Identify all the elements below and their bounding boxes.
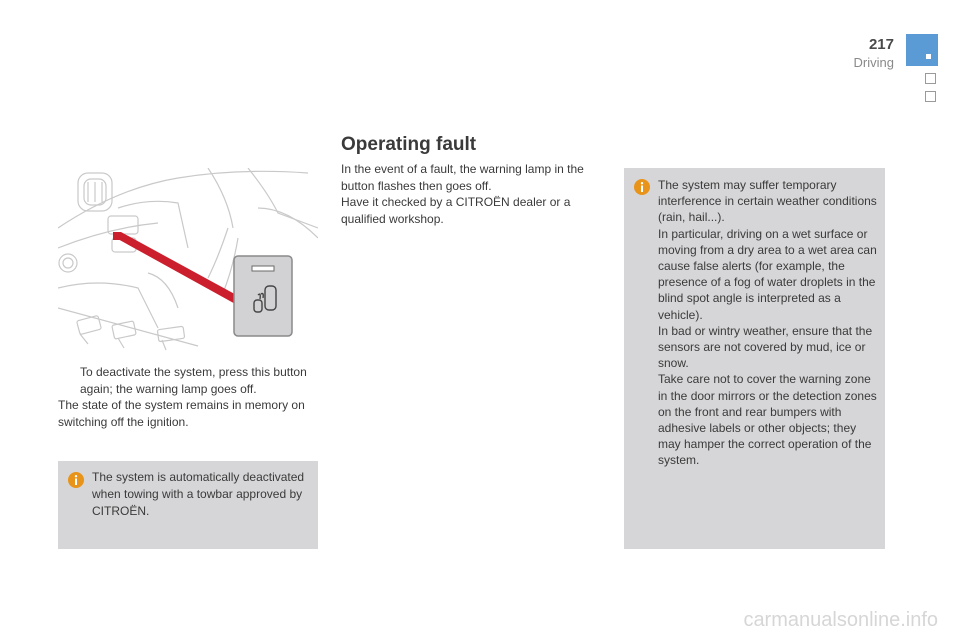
- dashboard-drawing: [58, 168, 318, 352]
- bullet-icon: [58, 364, 80, 397]
- info-icon: [634, 179, 650, 195]
- fault-text: [341, 161, 597, 227]
- weather-info-text: [658, 177, 877, 469]
- section-tab-active[interactable]: [906, 34, 938, 66]
- instruction-text: To deactivate the system, press this button again; the warning lamp goes off.: [80, 365, 307, 396]
- info-paragraph-3: In bad or wintry weather, ensure that the sensors are not covered by mud, ice or snow.: [658, 323, 873, 371]
- section-heading: Operating fault: [341, 134, 477, 155]
- towbar-info-box: [58, 461, 318, 549]
- info-paragraph-1: The system may suffer temporary interference in certain weather conditions (rain, hail...).: [658, 178, 877, 225]
- dashboard-illustration: [58, 168, 318, 352]
- info-paragraph-2: In particular, driving on a wet surface or moving from a dry area to a wet area can cause false alerts (for example, the presence of a fog of water droplets in the blind spot angle is interpreted as a vehicle).: [658, 226, 877, 322]
- tab-marker: [926, 54, 931, 59]
- section-name: Driving: [853, 55, 894, 70]
- page-number: 217: [868, 36, 894, 53]
- towbar-info-text: The system is automatically deactivated when towing with a towbar approved by CITROËN.: [92, 470, 305, 518]
- fault-paragraph-1: In the event of a fault, the warning lamp in the button flashes then goes off.: [341, 162, 584, 193]
- instruction-bullet: [58, 364, 320, 397]
- weather-info-box: [624, 168, 885, 549]
- left-text: [58, 364, 320, 430]
- section-tab-empty-2[interactable]: [925, 91, 936, 102]
- button-highlight: [113, 232, 121, 240]
- pointer-arrow: [116, 232, 253, 311]
- info-icon: [68, 472, 84, 488]
- info-paragraph-4: Take care not to cover the warning zone in the door mirrors or the detection zones on the front and rear bumpers with adhesive labels or other objects; they may hamper the correct operation of the system.: [658, 372, 877, 468]
- watermark: carmanualsonline.info: [743, 609, 938, 631]
- memory-paragraph: The state of the system remains in memory on switching off the ignition.: [58, 398, 305, 429]
- fault-paragraph-2: Have it checked by a CITROËN dealer or a qualified workshop.: [341, 195, 571, 226]
- section-tab-empty-1[interactable]: [925, 73, 936, 84]
